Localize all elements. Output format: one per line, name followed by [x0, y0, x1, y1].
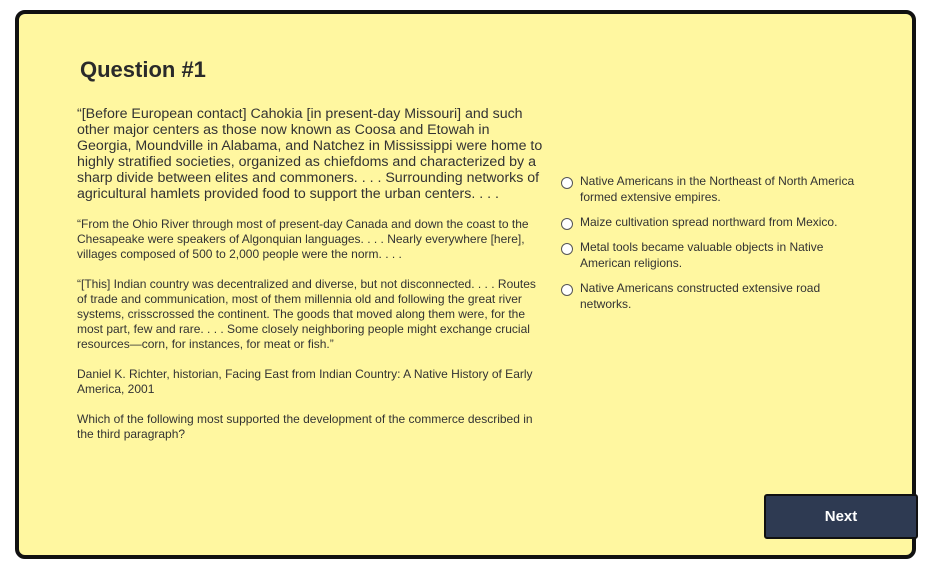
question-prompt: Which of the following most supported the development of the commerce described in the third paragraph?	[77, 412, 533, 441]
answer-option-3[interactable]	[561, 239, 861, 271]
answer-option-2[interactable]	[561, 214, 861, 230]
radio-button-2[interactable]	[561, 218, 573, 230]
radio-button-3[interactable]	[561, 243, 573, 255]
answer-option-1[interactable]	[561, 173, 861, 205]
radio-button-4[interactable]	[561, 284, 573, 296]
answer-option-label-3[interactable]: Metal tools became valuable objects in Native American religions.	[580, 240, 824, 270]
passage-citation: Daniel K. Richter, historian, Facing East from Indian Country: A Native History of Early America, 2001	[77, 367, 533, 396]
next-button[interactable]: Next	[764, 494, 918, 539]
passage-paragraph-3: “[This] Indian country was decentralized and diverse, but not disconnected. . . . Routes of trade and communication, most of them millennia old and following the great river systems, crisscrossed the continent. The goods that moved along them were, for the most part, few and rare. . . . Some closely neighboring people might exchange crucial resources—corn, for instances, for meat or fish.”	[77, 277, 536, 351]
answer-option-label-1[interactable]: Native Americans in the Northeast of North America formed extensive empires.	[580, 174, 855, 204]
answer-option-4[interactable]	[561, 280, 861, 312]
radio-button-1[interactable]	[561, 177, 573, 189]
answer-options	[561, 173, 861, 321]
passage-paragraph-1: “[Before European contact] Cahokia [in present-day Missouri] and such other major centers as those now known as Coosa and Etowah in Georgia, Moundville in Alabama, and Natchez in Mississippi were home to highly stratified societies, organized as chiefdoms and characterized by a sharp divide between elites and commoners. . . . Surrounding networks of agricultural hamlets provided food to support the urban centers. . . .	[77, 106, 543, 202]
answer-option-label-4[interactable]: Native Americans constructed extensive road networks.	[580, 281, 821, 311]
question-title: Question #1	[80, 57, 206, 82]
answer-option-label-2[interactable]: Maize cultivation spread northward from Mexico.	[580, 215, 838, 229]
question-passage	[77, 106, 545, 457]
passage-paragraph-2: “From the Ohio River through most of present-day Canada and down the coast to the Chesapeake were speakers of Algonquian languages. . . . Nearly everywhere [here], villages composed of 500 to 2,000 people were the norm. . . .	[77, 217, 529, 261]
